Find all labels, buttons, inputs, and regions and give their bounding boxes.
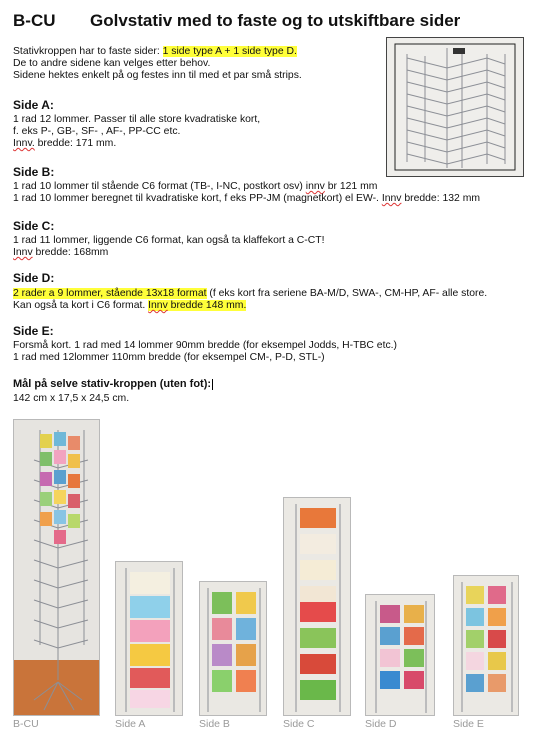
intro-line-1: Stativkroppen har to faste sider: 1 side type A + 1 side type D. xyxy=(13,46,297,57)
dimensions-heading: Mål på selve stativ-kroppen (uten fot): xyxy=(13,378,212,390)
caption-side-d: Side D xyxy=(365,718,397,730)
side-c-line-1: 1 rad 11 lommer, liggende C6 format, kan også ta klaffekort a C-CT! xyxy=(13,235,325,246)
side-a-heading: Side A: xyxy=(13,98,54,112)
title-row xyxy=(13,11,543,35)
side-e-line-1: Forsmå kort. 1 rad med 14 lommer 90mm bredde (for eksempel Jodds, H-TBC etc.) xyxy=(13,340,398,351)
side-b-line-2: 1 rad 10 lommer beregnet til kvadratiske kort, f eks PP-JM (magnetkort) el EW-. Innv bredde: 132 mm xyxy=(13,193,481,204)
side-d-heading: Side D: xyxy=(13,271,55,285)
side-b-heading: Side B: xyxy=(13,165,55,179)
caption-side-b: Side B xyxy=(199,718,230,730)
side-a-photo xyxy=(115,561,183,716)
side-e-heading: Side E: xyxy=(13,324,54,338)
side-a-line-1: 1 rad 12 lommer. Passer til alle store kvadratiske kort, xyxy=(13,114,261,125)
side-a-line-3: Innv. bredde: 171 mm. xyxy=(13,138,117,149)
bcu-rack-photo xyxy=(13,419,100,716)
dimensions-value: 142 cm x 17,5 x 24,5 cm. xyxy=(13,393,130,404)
side-b-line-1: 1 rad 10 lommer til stående C6 format (TB-, I-NC, postkort osv) innv br 121 mm xyxy=(13,181,378,192)
intro-highlight: 1 side type A + 1 side type D. xyxy=(162,46,297,57)
side-d-line-2: Kan også ta kort i C6 format. Innv bredde 148 mm. xyxy=(13,300,247,311)
caption-side-a: Side A xyxy=(115,718,146,730)
text-cursor xyxy=(212,379,213,390)
intro-line-2: De to andre sidene kan velges etter behov. xyxy=(13,58,211,69)
side-d-photo xyxy=(365,594,435,716)
side-c-heading: Side C: xyxy=(13,219,55,233)
side-e-line-2: 1 rad med 12lommer 110mm bredde (for eksempel CM-, P-D, STL-) xyxy=(13,352,325,363)
intro-line-3: Sidene hektes enkelt på og festes inn til med et par små strips. xyxy=(13,70,302,81)
caption-side-e: Side E xyxy=(453,718,484,730)
side-c-line-2: Innv bredde: 168mm xyxy=(13,247,109,258)
side-b-photo xyxy=(199,581,267,716)
side-d-line-1: 2 rader a 9 lommer, stående 13x18 format (f eks kort fra seriene BA-M/D, SWA-, CM-HP, AF- alle store. xyxy=(13,288,488,299)
caption-bcu: B-CU xyxy=(13,718,39,730)
caption-side-c: Side C xyxy=(283,718,315,730)
title-text: Golvstativ med to faste og to utskiftbare sider xyxy=(90,11,461,30)
side-c-photo xyxy=(283,497,351,716)
title-code: B-CU xyxy=(13,11,56,30)
side-e-photo xyxy=(453,575,519,716)
side-a-line-2: f. eks P-, GB-, SF- , AF-, PP-CC etc. xyxy=(13,126,181,137)
rack-top-photo xyxy=(386,37,524,177)
